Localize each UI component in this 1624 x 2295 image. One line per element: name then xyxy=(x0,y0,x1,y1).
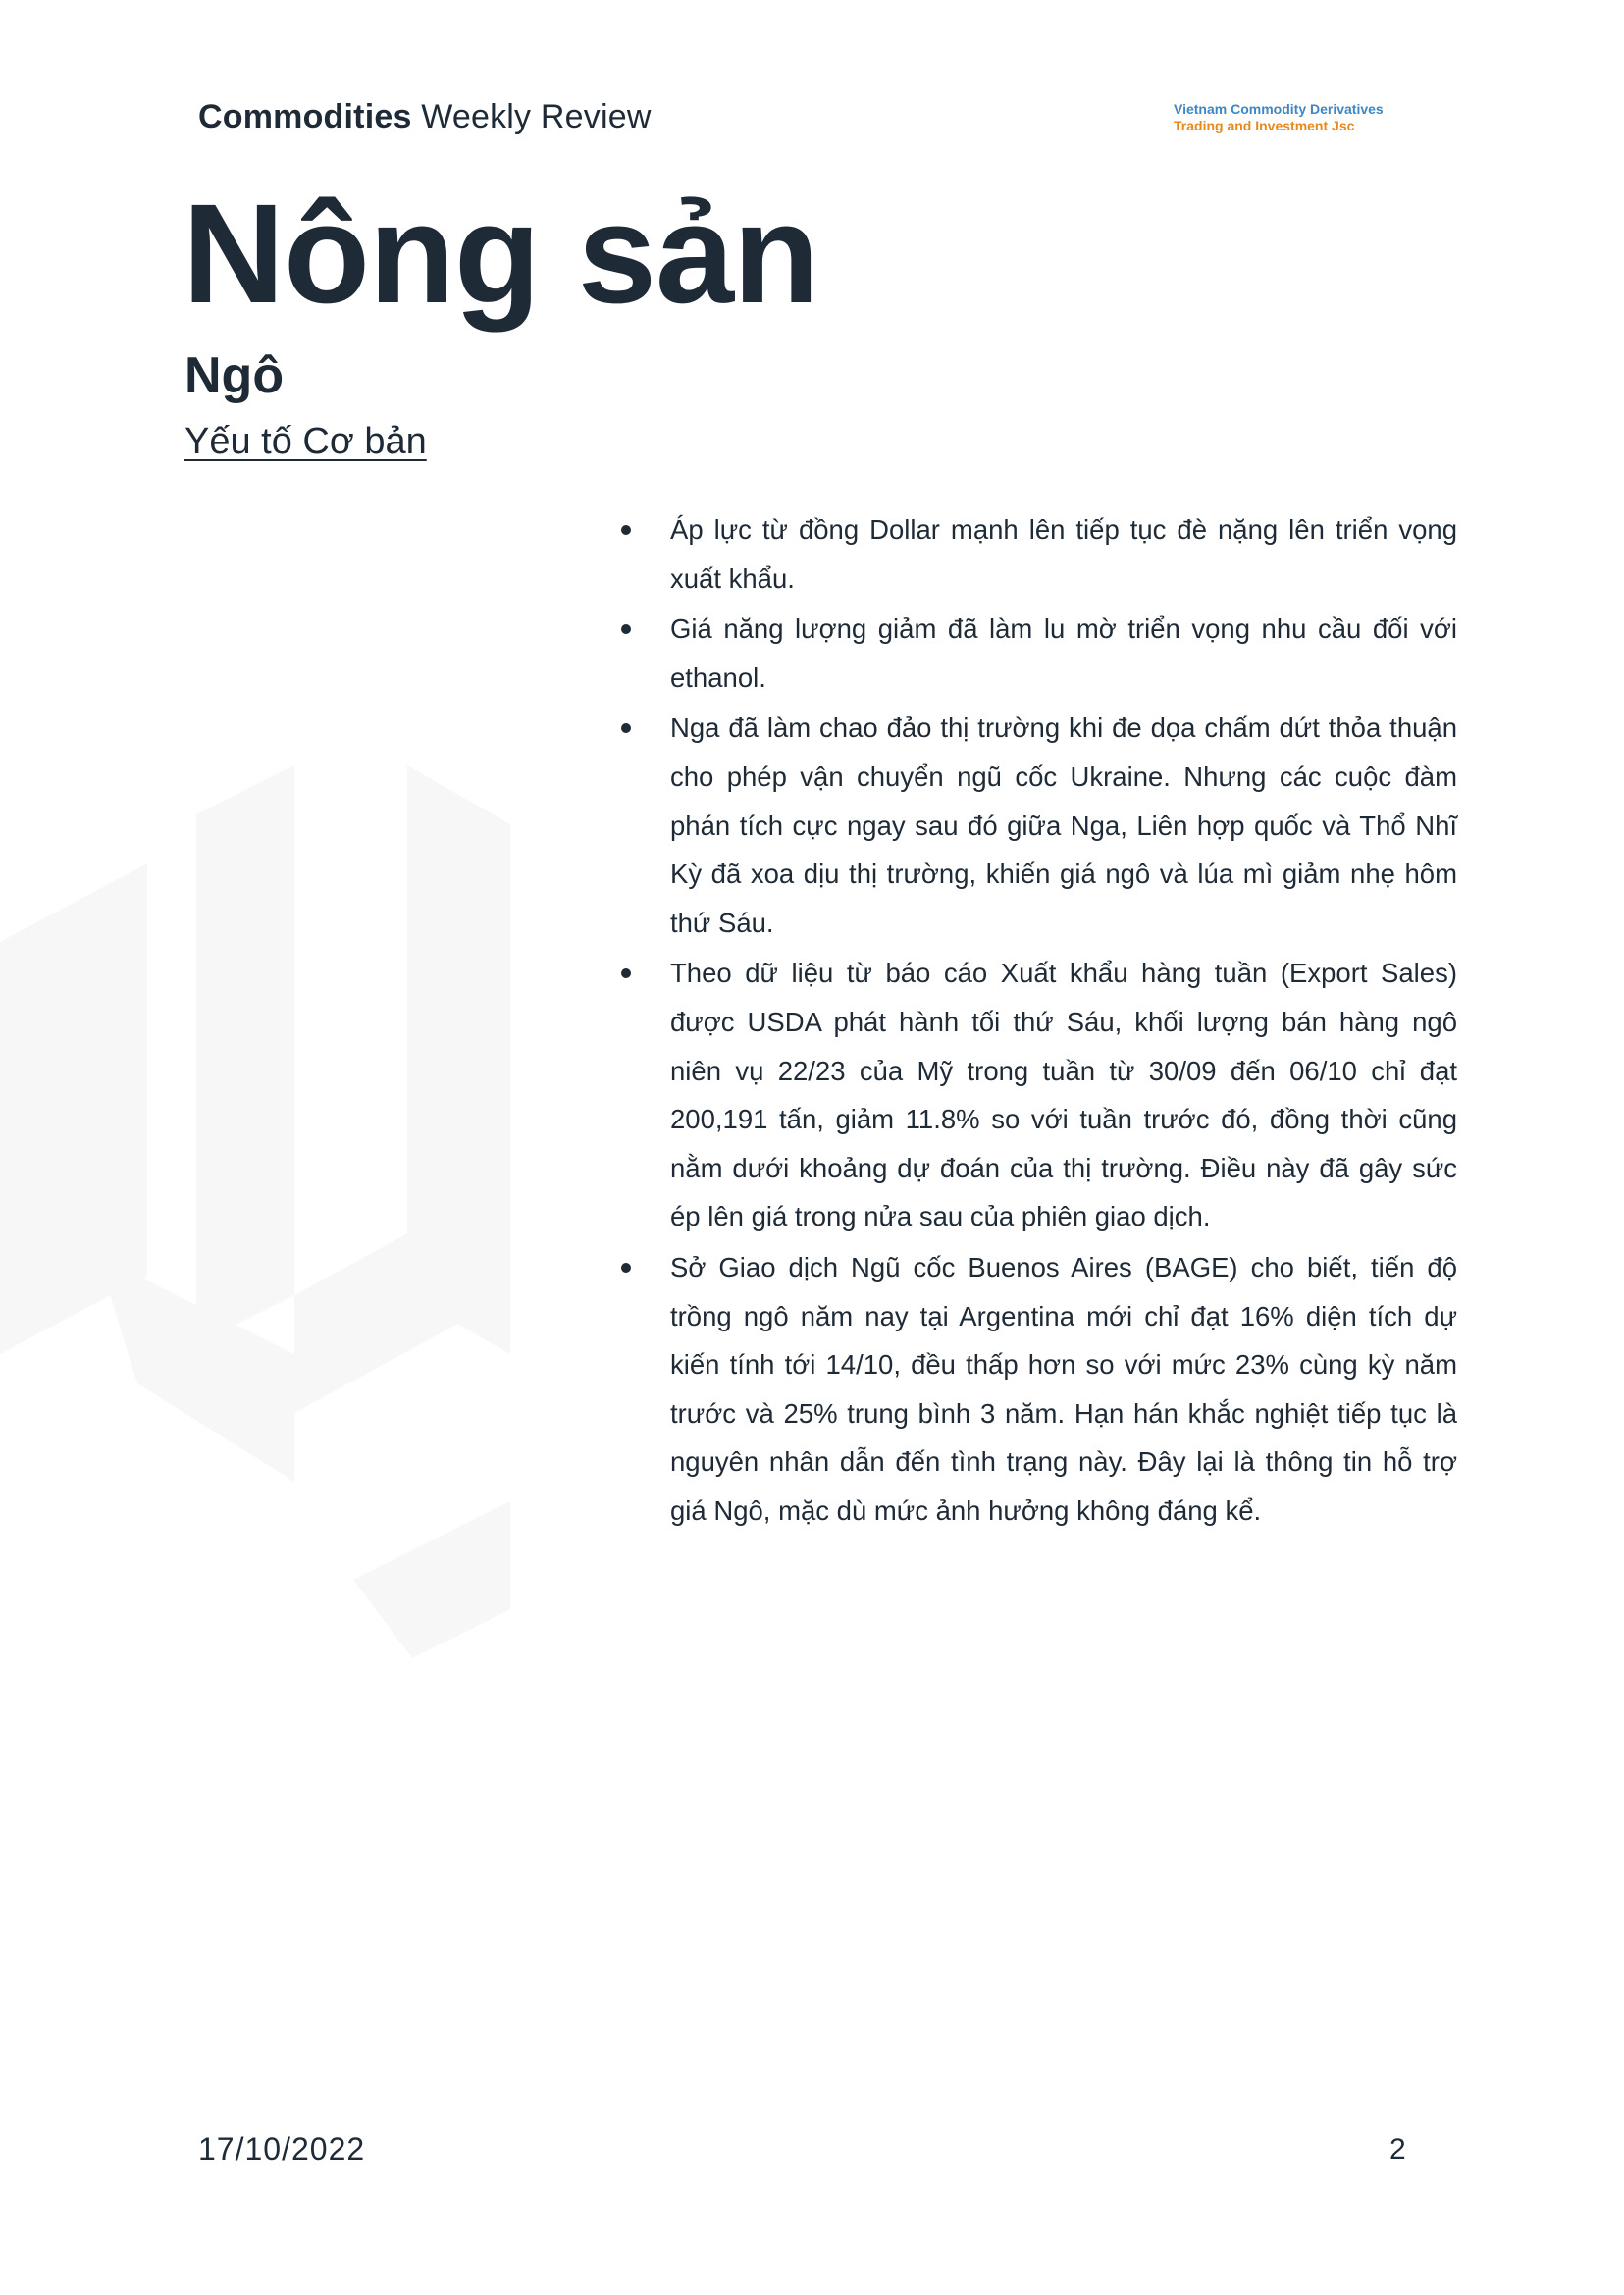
bullet-text: Giá năng lượng giảm đã làm lu mờ triển vọng nhu cầu đối với ethanol. xyxy=(670,613,1457,693)
bullet-text: Sở Giao dịch Ngũ cốc Buenos Aires (BAGE) cho biết, tiến độ trồng ngô năm nay tại Argentina mới chỉ đạt 16% diện tích dự kiến tính tới 14/10, đều thấp hơn so với mức 23% cùng kỳ năm trước và 25% trung bình 3 năm. Hạn hán khắc nghiệt tiếp tục là nguyên nhân dẫn đến tình trạng này. Đây lại là thông tin hỗ trợ giá Ngô, mặc dù mức ảnh hưởng không đáng kể. xyxy=(670,1251,1457,1526)
header-title-strong: Commodities xyxy=(198,98,412,135)
footer-date: 17/10/2022 xyxy=(198,2131,366,2166)
bullet-item xyxy=(618,505,1457,602)
bullet-dot-icon xyxy=(621,525,631,535)
section-title: Ngô xyxy=(184,347,285,404)
bullet-item xyxy=(618,604,1457,702)
bullet-item xyxy=(618,1243,1457,1536)
bullet-item xyxy=(618,704,1457,947)
company-logo xyxy=(1174,101,1384,134)
subsection-title: Yếu tố Cơ bản xyxy=(184,421,427,462)
header-title-rest: Weekly Review xyxy=(411,98,652,135)
bullet-dot-icon xyxy=(621,723,631,733)
logo-line-2: Trading and Investment Jsc xyxy=(1174,118,1355,133)
logo-line-1: Vietnam Commodity Derivatives xyxy=(1174,101,1384,117)
page-number: 2 xyxy=(1389,2133,1406,2165)
bullet-item xyxy=(618,949,1457,1241)
bullet-text: Nga đã làm chao đảo thị trường khi đe dọa chấm dứt thỏa thuận cho phép vận chuyển ngũ cốc Ukraine. Nhưng các cuộc đàm phán tích cực ngay sau đó giữa Nga, Liên hợp quốc và Thổ Nhĩ Kỳ đã xoa dịu thị trường, khiến giá ngô và lúa mì giảm nhẹ hôm thứ Sáu. xyxy=(670,712,1457,938)
bullet-dot-icon xyxy=(621,968,631,978)
page-title: Nông sản xyxy=(183,175,819,333)
watermark-logo xyxy=(0,667,707,1747)
bullet-list xyxy=(618,505,1457,1537)
bullet-text: Theo dữ liệu từ báo cáo Xuất khẩu hàng tuần (Export Sales) được USDA phát hành tối thứ Sáu, khối lượng bán hàng ngô niên vụ 22/23 của Mỹ trong tuần từ 30/09 đến 06/10 chỉ đạt 200,191 tấn, giảm 11.8% so với tuần trước đó, đồng thời cũng nằm dưới khoảng dự đoán của thị trường. Điều này đã gây sức ép lên giá trong nửa sau của phiên giao dịch. xyxy=(670,958,1457,1232)
bullet-dot-icon xyxy=(621,1263,631,1273)
report-header xyxy=(198,98,652,136)
bullet-text: Áp lực từ đồng Dollar mạnh lên tiếp tục đè nặng lên triển vọng xuất khẩu. xyxy=(670,514,1457,594)
bullet-dot-icon xyxy=(621,624,631,634)
